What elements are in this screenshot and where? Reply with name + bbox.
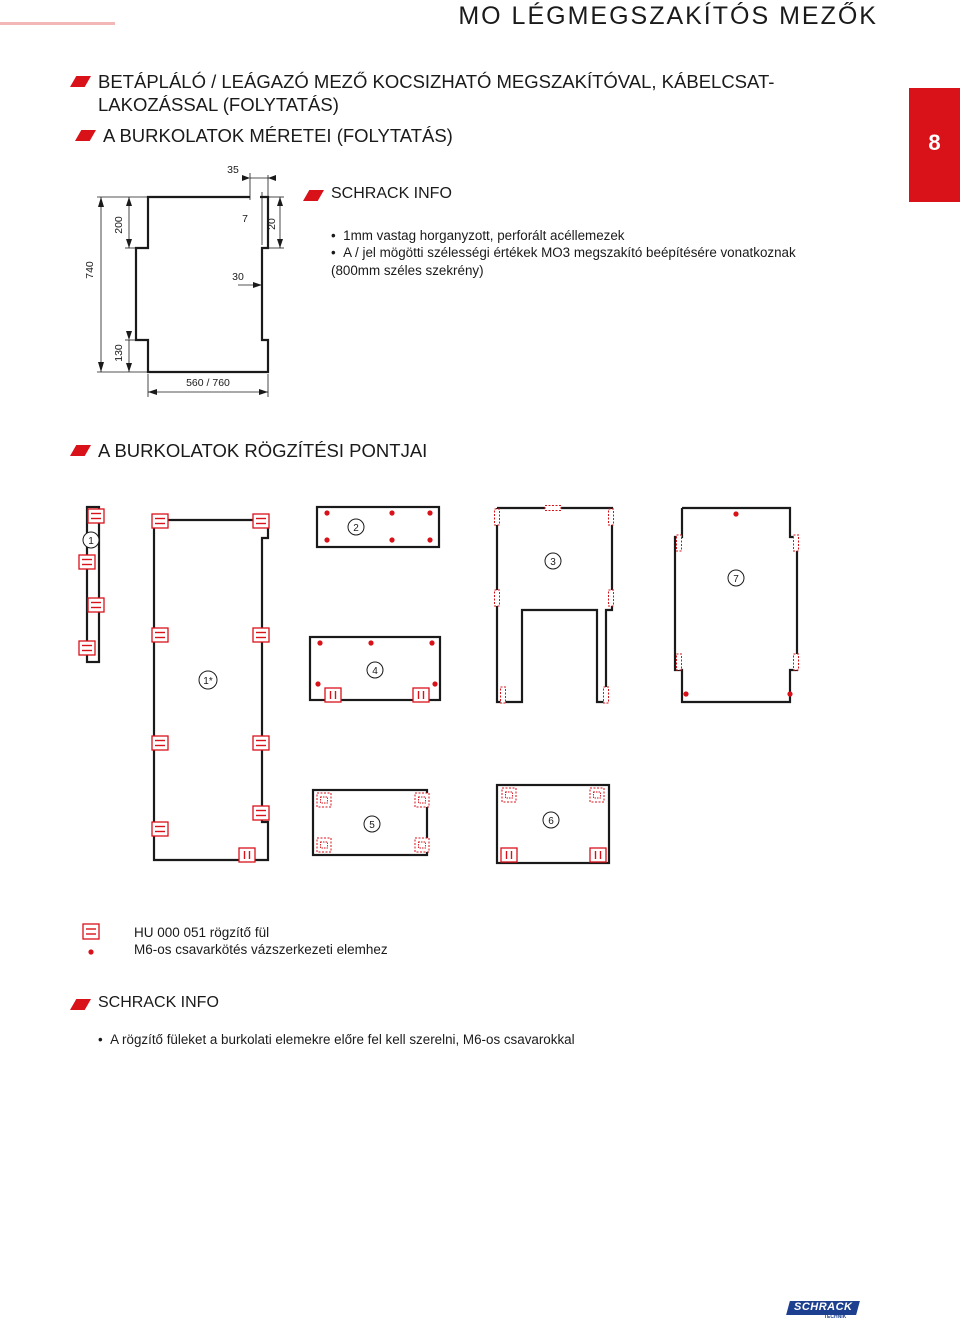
dim-740: 740 [84,261,96,279]
info-bullet-2-text: A / jel mögötti szélességi értékek MO3 megszakító beépítésére vonatkoznak [343,245,796,260]
heading-1-line-1: BETÁPLÁLÓ / LEÁGAZÓ MEZŐ KOCSIZHATÓ MEGSZAKÍTÓVAL, KÁBELCSAT- [98,71,775,92]
info-title: SCHRACK INFO [331,185,452,202]
panel-1s-outline [154,520,268,860]
info-bullet-1-text: 1mm vastag horganyzott, perforált acéllemezek [343,228,625,243]
panel-label-1s: 1* [203,676,213,687]
panel-label-2: 2 [353,523,359,534]
panel-7-outline [675,508,797,702]
panel-3-outline [497,508,612,702]
section-marker-icon [70,445,91,456]
legend-item-1: HU 000 051 rögzítő fül [134,925,270,940]
dimension-lines [97,173,284,397]
info-bullet-1: • 1mm vastag horganyzott, perforált acéllemezek [331,228,625,243]
dim-30: 30 [232,271,244,283]
heading-2: A BURKOLATOK MÉRETEI (FOLYTATÁS) [103,125,453,146]
screw-points [315,510,792,696]
panel-label-4: 4 [372,666,378,677]
dim-20: 20 [266,218,278,230]
fixing-tabs [79,506,799,863]
panel-outlines [87,507,797,863]
chapter-number: 8 [928,130,941,155]
dim-35: 35 [227,164,239,176]
info-bullet-2-continuation: (800mm széles szekrény) [331,263,484,278]
legend-symbols [80,922,102,960]
info-bullet-2: • A / jel mögötti szélességi értékek MO3 megszakító beépítésére vonatkoznak [331,245,796,260]
panel-label-7: 7 [733,574,739,585]
panel-label-1: 1 [88,536,94,547]
info-2-title: SCHRACK INFO [98,994,219,1011]
info-2-bullet-1: • A rögzítő füleket a burkolati elemekre előre fel kell szerelni, M6-os csavarokkal [98,1032,575,1047]
panel-label-3: 3 [550,557,556,568]
dim-7: 7 [242,213,248,225]
dim-130: 130 [113,344,125,362]
logo-name: SCHRACK [794,1301,853,1313]
logo-subtitle: TECHNIK [824,1314,847,1320]
dim-200: 200 [113,216,125,234]
heading-1-line-2: LAKOZÁSSAL (FOLYTATÁS) [98,94,339,115]
panel-label-6: 6 [548,816,554,827]
heading-3: A BURKOLATOK RÖGZÍTÉSI PONTJAI [98,440,428,461]
legend-item-2: M6-os csavarkötés vázszerkezeti elemhez [134,942,388,957]
fixing-tab-icon [83,924,99,939]
dimension-drawing [0,0,960,420]
cover-outline [136,197,268,372]
panel-labels [83,519,744,832]
fixing-points-drawing [0,490,960,875]
page-title: MO LÉGMEGSZAKÍTÓS MEZŐK [458,2,878,30]
schrack-logo [788,1301,858,1319]
panel-2-outline [317,507,439,547]
panel-1-outline [87,507,99,662]
screw-point-icon [88,949,93,954]
info-2-bullet-1-text: A rögzítő füleket a burkolati elemekre előre fel kell szerelni, M6-os csavarokkal [110,1032,575,1047]
dim-560-760: 560 / 760 [186,377,230,389]
panel-label-5: 5 [369,820,375,831]
section-marker-icon [70,999,91,1010]
